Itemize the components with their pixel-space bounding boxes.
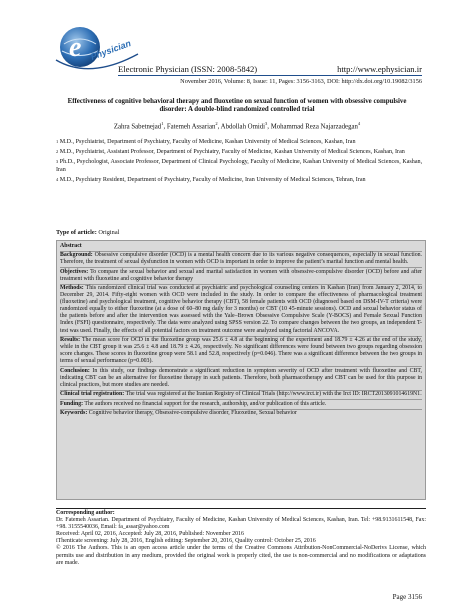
- correspondence-details: Dr. Fatemeh Assarian. Department of Psychiatry, Faculty of Medicine, Kashan University of Medical Sciences, Kashan, Iran. Tel: +98.9131611548, Fax: +98. 3155540036, Email: fa_assar@yahoo.com: [56, 517, 426, 531]
- abstract-funding: Funding: The authors received no financial support for the research, authorship, and/or publication of this article.: [60, 399, 422, 408]
- abstract-box: [56, 240, 426, 500]
- article-type-label: Type of article:: [56, 229, 97, 236]
- received-dates: Received: April 02, 2016, Accepted: July 28, 2016, Published: November 2016: [56, 531, 244, 538]
- author-name: Mohammad Reza Najarzadegan: [270, 123, 358, 131]
- journal-header: [118, 64, 422, 74]
- correspondence-block: [56, 510, 426, 567]
- affiliation-item: $^1$ M.D., Psychiatrist, Department of Psychiatry, Faculty of Medicine, Kashan University of Medical Sciences, Kashan, Iran: [56, 139, 356, 145]
- abstract-trial-registration: Clinical trial registration: The trial was registered at the Iranian Registry of Clinical Trials (http://www.irct.ir) with the Irct ID: IRCT2013091014619N1.: [60, 391, 422, 398]
- affiliation-item: $^3$ Ph.D., Psychologist, Associate Professor, Department of Clinical Psychology, Faculty of Medicine, Kashan University of Medical Sciences, Kashan, Iran: [56, 159, 423, 173]
- abstract-conclusion: Conclusion: In this study, our findings demonstrate a significant reduction in symptom severity of OCD after treatment with fluoxetine and CBT, indicating CBT can be an alternative for fluoxetine therapy in such patients. Therefore, both pharmacotherapy and CBT can be used for this purpose in clinical practices, but more studies are needed.: [60, 367, 422, 388]
- journal-url[interactable]: http://www.ephysician.ir: [337, 64, 422, 74]
- abstract-heading: Abstract: [60, 242, 82, 249]
- abstract-methods: Methods: This randomized clinical trial was conducted at psychiatric and psychological counseling centers in Kashan (Iran) from January 2, 2014, to December 29, 2014. Fifty-eight women with OCD were included in the study. In order to compare the effectiveness of pharmacological treatment (fluoxetine) and psychological treatment, cognitive behavior therapy (CBT), 58 female patients with OCD (diagnosed based on DSM-IV-T criteria) were randomized equally to either fluoxetine (at a dose of 60–80 mg daily for 3 months) or CBT (10 45-minute sessions). OCD and sexual behavior status of the patients before and after the intervention was assessed with the Yale–Brown Obsessive Compulsive Scale (Y-BOCS) and Female Sexual Function Index (FSFI) questionnaire, respectively. The data were analyzed using SPSS version 22. To compare changes between the two groups, an independent T-test was used. Finally, the effects of all potential factors on treatment outcome were analyzed using factorial ANCOVA.: [60, 285, 422, 334]
- logo-wordmark: Physician: [89, 38, 133, 62]
- author-sup: 3: [265, 121, 268, 126]
- author-name: Abdollah Omidi: [220, 123, 266, 131]
- article-type-value: Original: [98, 229, 120, 236]
- abstract-background: Background: Obsessive compulsive disorder (OCD) is a mental health concern due to its various negative consequences, especially in sexual function. Therefore, the treatment of sexual dysfunction in women with OCD is important in order to improve the patient’s marital function and mental health.: [60, 252, 422, 266]
- author-name: Zahra Sabetnejad: [113, 123, 162, 131]
- correspondence-label: Corresponding author:: [56, 510, 115, 516]
- affiliation-item: $^4$ M.D., Psychiatry Resident, Department of Psychiatry, Faculty of Medicine, Iran University of Medical Sciences, Tehran, Iran: [56, 176, 366, 183]
- abstract-keywords: Keywords: Cognitive behavior therapy, Obsessive-compulsive disorder, Fluoxetine, Sexual behavior: [60, 409, 422, 418]
- abstract-results: Results: The mean score for OCD in the fluoxetine group was 25.6 ± 4.8 at the beginning of the experiment and 18.79 ± 4.26 at the end of the study, while in the CBT group it was 25.6 ± 4.8 and 18.79 ± 4.26, respectively. No significant differences were found between two groups regarding obsession score changes. These scores in fluoxetine group were 58.1 and 52.8, respectively (p=0.046). There was a significant difference between the two groups in terms of sexual performance (p=0.003).: [60, 337, 422, 365]
- affiliation-list: [56, 139, 426, 187]
- logo-letter-e: e: [69, 32, 82, 63]
- author-sup: 4: [357, 121, 361, 126]
- author-name: Fatemeh Assarian: [166, 123, 216, 131]
- journal-name: Electronic Physician (ISSN: 2008-5842): [118, 64, 258, 74]
- author-sup: 2: [215, 121, 218, 126]
- affiliation-item: $^2$ M.D., Psychiatrist, Assistant Professor, Department of Psychiatry, Faculty of Medicine, Kashan University of Medical Sciences, Kashan, Iran: [56, 149, 405, 155]
- article-type: [56, 229, 119, 236]
- license-text: © 2016 The Authors. This is an open access article under the terms of the Creative Commons Attribution-NonCommercial-NoDerivs License, which permits use and distribution in any medium, provided the original work is properly cited, the use is non-commercial and no modifications or adaptations are made.: [56, 545, 426, 566]
- citation-line: November 2016, Volume: 8, Issue: 11, Pages: 3156-3163, DOI: http://dx.doi.org/10.19082/3156: [180, 78, 422, 85]
- header-rule: [118, 75, 422, 76]
- author-list: Zahra Sabetnejad$^1$, Fatemeh Assarian$^2$, Abdollah Omidi$^3$, Mohammad Reza Najarzadegan$^4$: [113, 121, 361, 131]
- page-number: Page 3156: [392, 593, 422, 601]
- footer-rule: [56, 508, 426, 509]
- article-title: Effectiveness of cognitive behavioral therapy and fluoxetine on sexual function of women with obsessive compulsive disorder: A double-blind randomized controlled trial: [67, 98, 407, 114]
- screening-dates: iThenticate screening: July 28, 2016, English editing: September 20, 2016, Quality control: October 25, 2016: [56, 538, 316, 545]
- author-sup: 1: [161, 121, 164, 126]
- abstract-objectives: Objectives: To compare the sexual behavior and sexual and marital satisfaction in women with obsessive-compulsive disorder (OCD) before and after treatment with fluoxetine and cognitive behavior therapy: [60, 268, 422, 282]
